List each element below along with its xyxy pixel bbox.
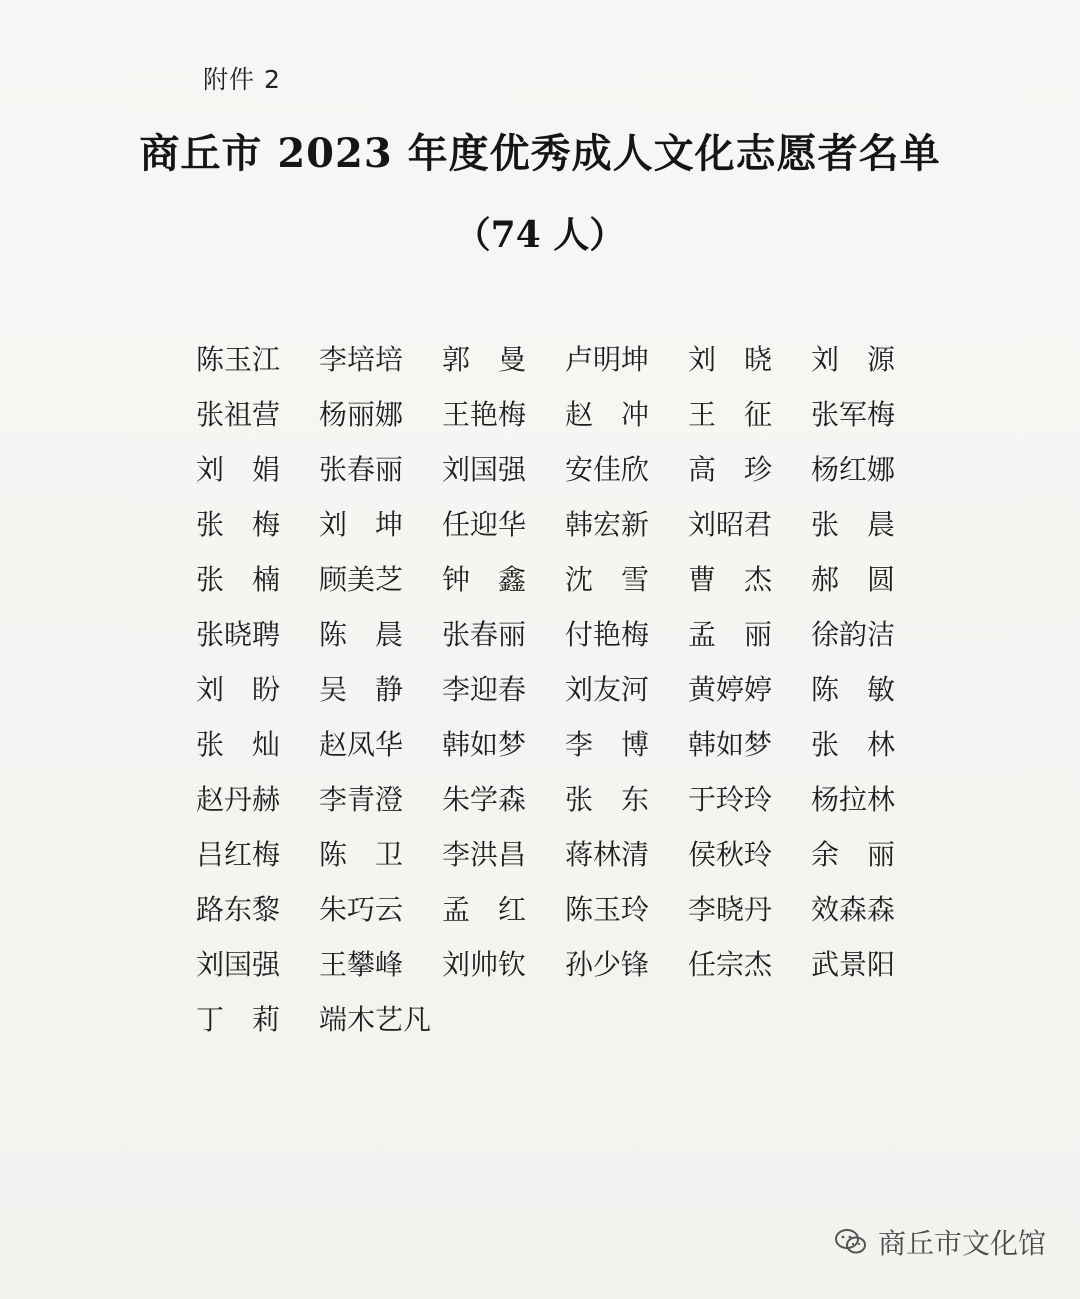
volunteer-name: 余 丽	[811, 838, 896, 871]
name-row	[196, 552, 936, 607]
volunteer-name: 陈 晨	[319, 618, 404, 651]
volunteer-name: 刘友河	[565, 673, 650, 706]
volunteer-name: 韩如梦	[442, 728, 527, 761]
volunteer-name: 朱巧云	[319, 893, 404, 926]
volunteer-name: 路东黎	[196, 893, 281, 926]
volunteer-name: 徐韵洁	[811, 618, 896, 651]
name-row	[196, 937, 936, 992]
volunteer-name: 武景阳	[811, 948, 896, 981]
volunteer-name: 张 林	[811, 728, 896, 761]
volunteer-name: 李迎春	[442, 673, 527, 706]
volunteer-name: 陈 敏	[811, 673, 896, 706]
volunteer-name: 陈玉玲	[565, 893, 650, 926]
volunteer-name: 王艳梅	[442, 398, 527, 431]
wechat-icon	[834, 1227, 868, 1257]
watermark-text: 商丘市文化馆	[877, 1227, 1046, 1260]
volunteer-name: 张春丽	[319, 453, 404, 486]
volunteer-name: 张 灿	[196, 728, 281, 761]
volunteer-name: 王 征	[688, 398, 773, 431]
volunteer-name: 杨拉林	[811, 783, 896, 816]
volunteer-name: 张 东	[565, 783, 650, 816]
volunteer-name: 丁 莉	[196, 1003, 281, 1036]
volunteer-name: 韩宏新	[565, 508, 650, 541]
name-row	[196, 992, 936, 1047]
volunteer-name: 孟 红	[442, 893, 527, 926]
volunteer-name: 陈玉江	[196, 343, 281, 376]
volunteer-name: 李培培	[319, 343, 404, 376]
volunteer-name: 李青澄	[319, 783, 404, 816]
volunteer-name-list	[196, 332, 936, 1047]
volunteer-name: 蒋林清	[565, 838, 650, 871]
wechat-watermark	[834, 1222, 1046, 1262]
volunteer-name: 刘 盼	[196, 673, 281, 706]
volunteer-name: 杨红娜	[811, 453, 896, 486]
volunteer-name: 孙少锋	[565, 948, 650, 981]
volunteer-name: 朱学森	[442, 783, 527, 816]
name-row	[196, 497, 936, 552]
volunteer-name: 吴 静	[319, 673, 404, 706]
volunteer-name: 顾美芝	[319, 563, 404, 596]
volunteer-name: 任迎华	[442, 508, 527, 541]
volunteer-name: 效森森	[811, 893, 896, 926]
volunteer-name: 刘国强	[442, 453, 527, 486]
volunteer-name: 郝 圆	[811, 563, 896, 596]
volunteer-name: 赵凤华	[319, 728, 404, 761]
volunteer-name: 于玲玲	[688, 783, 773, 816]
volunteer-name: 黄婷婷	[688, 673, 773, 706]
volunteer-name: 刘 源	[811, 343, 896, 376]
volunteer-name: 刘 晓	[688, 343, 773, 376]
volunteer-name: 李晓丹	[688, 893, 773, 926]
name-row	[196, 332, 936, 387]
volunteer-name: 王攀峰	[319, 948, 404, 981]
volunteer-name: 张祖营	[196, 398, 281, 431]
volunteer-name: 张军梅	[811, 398, 896, 431]
volunteer-name: 付艳梅	[565, 618, 650, 651]
person-count: （74 人）	[454, 214, 626, 256]
volunteer-name: 张春丽	[442, 618, 527, 651]
volunteer-name: 刘昭君	[688, 508, 773, 541]
volunteer-name: 任宗杰	[688, 948, 773, 981]
attachment-label: 附件 2	[203, 65, 281, 94]
name-row	[196, 607, 936, 662]
volunteer-name: 刘 娟	[196, 453, 281, 486]
volunteer-name: 张 楠	[196, 563, 281, 596]
volunteer-name: 曹 杰	[688, 563, 773, 596]
volunteer-name: 赵丹赫	[196, 783, 281, 816]
volunteer-name: 张晓聘	[196, 618, 281, 651]
volunteer-name: 李洪昌	[442, 838, 527, 871]
volunteer-name: 刘帅钦	[442, 948, 527, 981]
volunteer-name: 杨丽娜	[319, 398, 404, 431]
volunteer-name: 沈 雪	[565, 563, 650, 596]
volunteer-name: 孟 丽	[688, 618, 773, 651]
volunteer-name: 韩如梦	[688, 728, 773, 761]
volunteer-name: 高 珍	[688, 453, 773, 486]
name-row	[196, 772, 936, 827]
name-row	[196, 717, 936, 772]
volunteer-name: 李 博	[565, 728, 650, 761]
volunteer-name: 张 晨	[811, 508, 896, 541]
volunteer-name: 刘 坤	[319, 508, 404, 541]
name-row	[196, 442, 936, 497]
volunteer-name: 陈 卫	[319, 838, 404, 871]
name-row	[196, 662, 936, 717]
name-row	[196, 827, 936, 882]
volunteer-name: 卢明坤	[565, 343, 650, 376]
volunteer-name: 安佳欣	[565, 453, 650, 486]
name-row	[196, 387, 936, 442]
volunteer-name: 端木艺凡	[319, 1003, 432, 1036]
volunteer-name: 刘国强	[196, 948, 281, 981]
volunteer-name: 吕红梅	[196, 838, 281, 871]
document-title: 商丘市 2023 年度优秀成人文化志愿者名单	[139, 130, 941, 177]
name-row	[196, 882, 936, 937]
volunteer-name: 张 梅	[196, 508, 281, 541]
volunteer-name: 侯秋玲	[688, 838, 773, 871]
volunteer-name: 钟 鑫	[442, 563, 527, 596]
volunteer-name: 赵 冲	[565, 398, 650, 431]
volunteer-name: 郭 曼	[442, 343, 527, 376]
